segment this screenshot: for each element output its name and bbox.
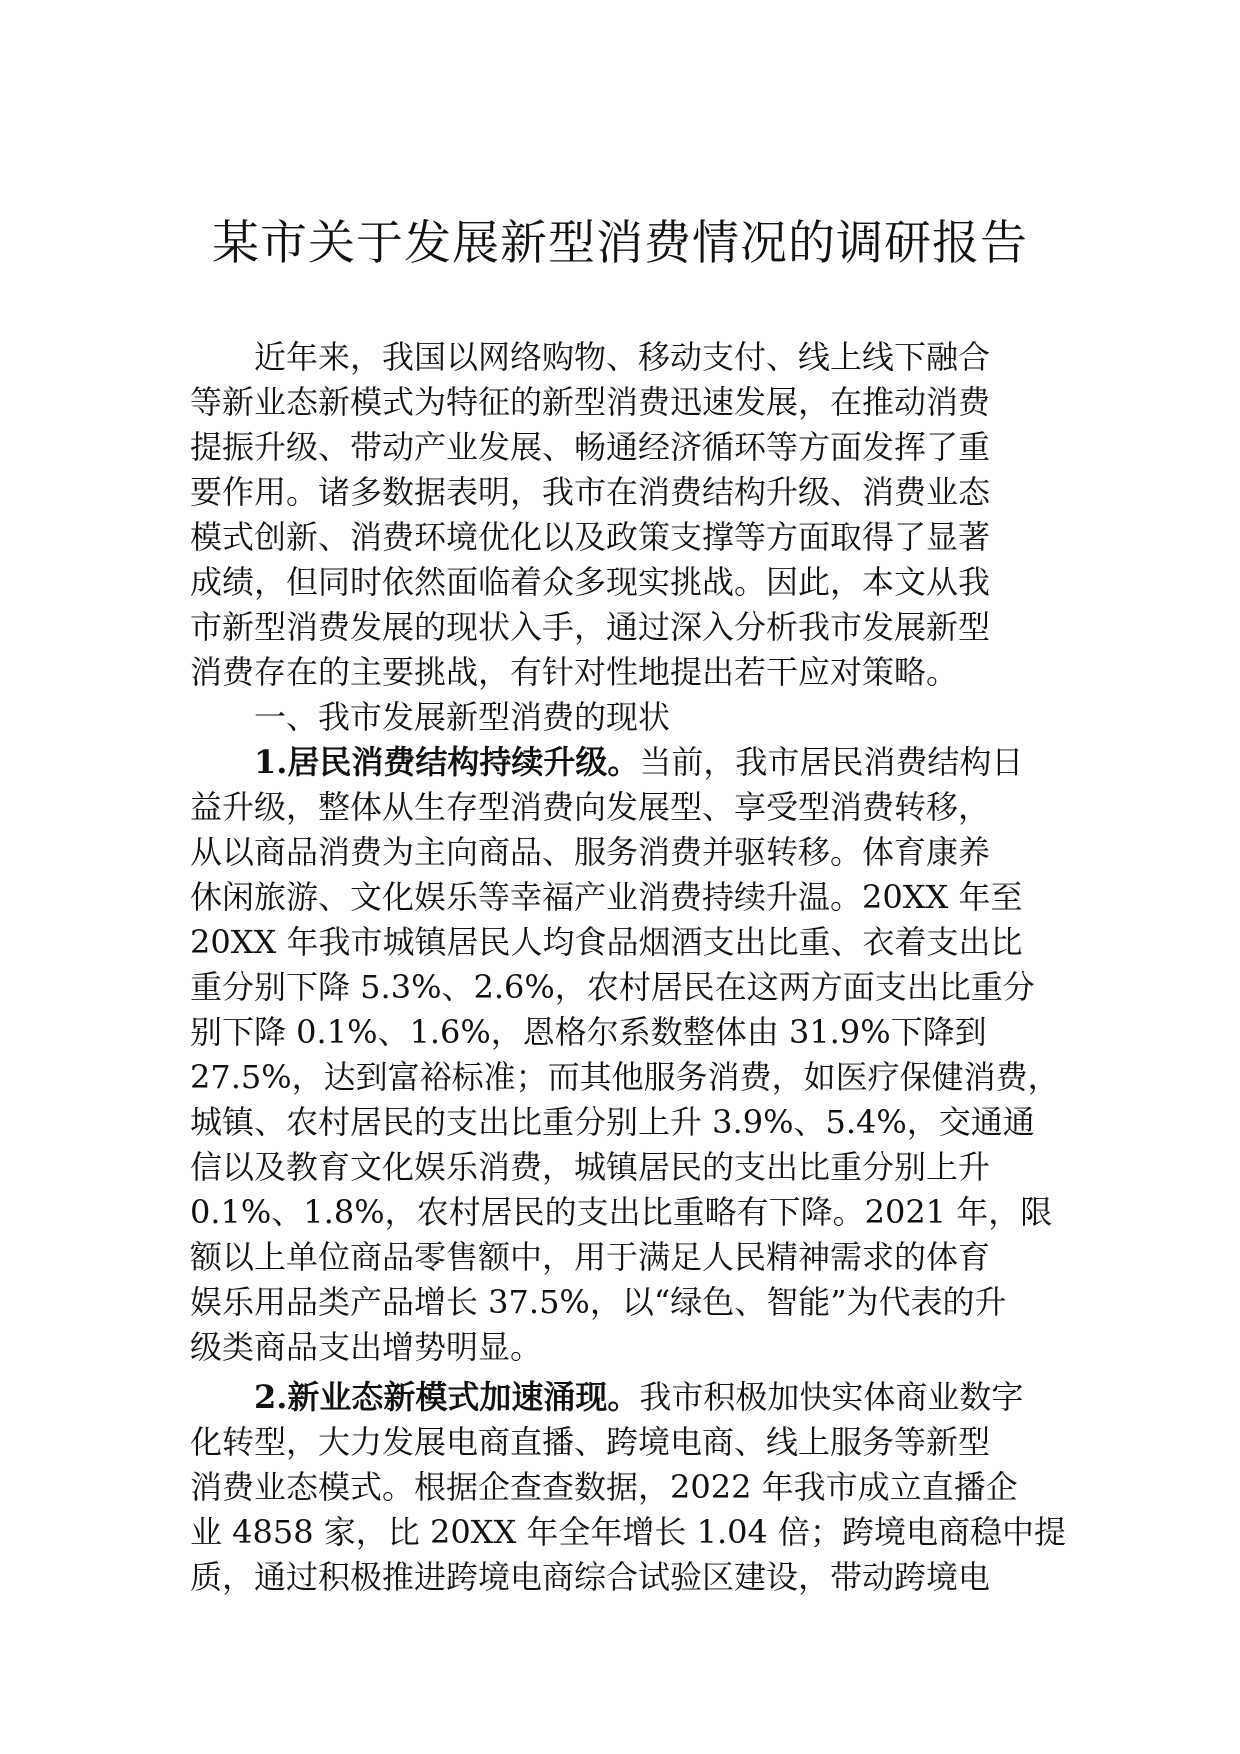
paragraph-line bbox=[190, 1375, 1090, 1420]
paragraph-line: 等新业态新模式为特征的新型消费迅速发展，在推动消费 bbox=[190, 383, 991, 421]
paragraph-line: 额以上单位商品零售额中，用于满足人民精神需求的体育 bbox=[190, 1238, 991, 1276]
paragraph-line: 城镇、农村居民的支出比重分别上升 3.9%、5.4%，交通通 bbox=[190, 1103, 1035, 1141]
paragraph-line: 重分别下降 5.3%、2.6%，农村居民在这两方面支出比重分 bbox=[190, 968, 1035, 1006]
paragraph-line: 提振升级、带动产业发展、畅通经济循环等方面发挥了重 bbox=[190, 428, 991, 466]
paragraph-line: 信以及教育文化娱乐消费，城镇居民的支出比重分别上升 bbox=[190, 1148, 991, 1186]
paragraph-line: 业 4858 家，比 20XX 年全年增长 1.04 倍；跨境电商稳中提 bbox=[190, 1513, 1067, 1551]
paragraph-line bbox=[190, 740, 1090, 785]
paragraph-line: 级类商品支出增势明显。 bbox=[190, 1328, 543, 1366]
paragraph-line: 益升级，整体从生存型消费向发展型、享受型消费转移， bbox=[190, 788, 991, 826]
paragraph-line: 消费存在的主要挑战，有针对性地提出若干应对策略。 bbox=[190, 653, 959, 691]
paragraph-line: 娱乐用品类产品增长 37.5%，以“绿色、智能”为代表的升 bbox=[190, 1283, 1007, 1321]
paragraph-line: 近年来，我国以网络购物、移动支付、线上线下融合 bbox=[254, 338, 991, 376]
subsection-heading: 1.居民消费结构持续升级。 bbox=[254, 743, 640, 781]
paragraph-line: 27.5%，达到富裕标准；而其他服务消费，如医疗保健消费， bbox=[190, 1058, 1060, 1096]
paragraph-line: 从以商品消费为主向商品、服务消费并驱转移。体育康养 bbox=[190, 833, 991, 871]
document-body bbox=[190, 335, 1090, 1600]
paragraph-line: 成绩，但同时依然面临着众多现实挑战。因此，本文从我 bbox=[190, 563, 991, 601]
paragraph-line: 20XX 年我市城镇居民人均食品烟酒支出比重、衣着支出比 bbox=[190, 923, 1023, 961]
paragraph-line: 要作用。诸多数据表明，我市在消费结构升级、消费业态 bbox=[190, 473, 991, 511]
paragraph-text: 我市积极加快实体商业数字 bbox=[639, 1378, 1024, 1416]
subsection-heading: 2.新业态新模式加速涌现。 bbox=[254, 1378, 640, 1416]
paragraph-line: 别下降 0.1%、1.6%，恩格尔系数整体由 31.9%下降到 bbox=[190, 1013, 987, 1051]
paragraph-line: 消费业态模式。根据企查查数据，2022 年我市成立直播企 bbox=[190, 1468, 1018, 1506]
section-heading: 一、我市发展新型消费的现状 bbox=[254, 698, 671, 736]
paragraph-line: 市新型消费发展的现状入手，通过深入分析我市发展新型 bbox=[190, 608, 991, 646]
paragraph-text: 当前，我市居民消费结构日 bbox=[639, 743, 1024, 781]
paragraph-line: 质，通过积极推进跨境电商综合试验区建设，带动跨境电 bbox=[190, 1558, 991, 1596]
paragraph-line: 0.1%、1.8%，农村居民的支出比重略有下降。2021 年，限 bbox=[190, 1193, 1053, 1231]
paragraph-line: 模式创新、消费环境优化以及政策支撑等方面取得了显著 bbox=[190, 518, 991, 556]
paragraph-line: 化转型，大力发展电商直播、跨境电商、线上服务等新型 bbox=[190, 1423, 991, 1461]
paragraph-line: 休闲旅游、文化娱乐等幸福产业消费持续升温。20XX 年至 bbox=[190, 878, 1023, 916]
document-title: 某市关于发展新型消费情况的调研报告 bbox=[212, 216, 1028, 271]
